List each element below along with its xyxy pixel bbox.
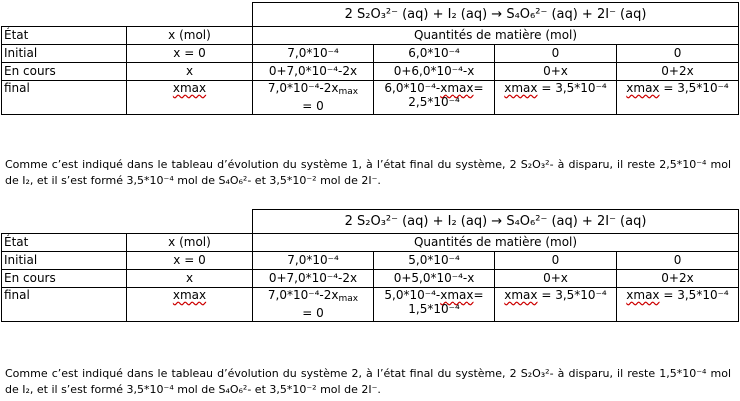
subscript-max: max [338, 87, 359, 97]
cell-s2o3 [253, 288, 374, 322]
final-expr: 7,0*10⁻⁴-2x [267, 81, 339, 95]
evolution-table-1 [1, 2, 739, 115]
blank-corner [2, 3, 253, 27]
cell-iodide: 0 [617, 45, 739, 63]
cell-iodide [617, 288, 739, 322]
cell-x: x [127, 63, 253, 81]
header-x: x (mol) [127, 27, 253, 45]
evolution-table-2 [1, 209, 739, 322]
xmax-text: xmax [440, 288, 474, 302]
cell-x: x = 0 [127, 252, 253, 270]
final-expr: 7,0*10⁻⁴-2x [267, 288, 339, 302]
blank-corner [2, 210, 253, 234]
equals-sign: = [473, 288, 484, 302]
reaction-equation: 2 S₂O₃²⁻ (aq) + I₂ (aq) → S₄O₆²⁻ (aq) + 2I⁻ (aq) [253, 210, 739, 234]
cell-s4o6: 0+x [495, 270, 617, 288]
header-state: État [2, 27, 127, 45]
cell-i2: 0+5,0*10⁻⁴-x [374, 270, 495, 288]
cell-x: x = 0 [127, 45, 253, 63]
xmax-text: xmax [504, 288, 538, 302]
final-result: = 3,5*10⁻⁴ [541, 288, 607, 302]
header-quantities: Quantités de matière (mol) [253, 27, 739, 45]
cell-x [127, 288, 253, 322]
equation-row [2, 3, 739, 27]
cell-s4o6: 0 [495, 45, 617, 63]
cell-x [127, 81, 253, 115]
row-label: Initial [2, 45, 127, 63]
xmax-text: xmax [172, 288, 207, 302]
final-result: = 3,5*10⁻⁴ [663, 288, 729, 302]
cell-s2o3: 0+7,0*10⁻⁴-2x [253, 63, 374, 81]
cell-i2: 6,0*10⁻⁴ [374, 45, 495, 63]
row-label: En cours [2, 270, 127, 288]
cell-s2o3: 7,0*10⁻⁴ [253, 252, 374, 270]
header-x: x (mol) [127, 234, 253, 252]
final-expr: 6,0*10⁻⁴- [384, 81, 441, 95]
cell-s2o3 [253, 81, 374, 115]
xmax-text: xmax [504, 81, 538, 95]
cell-i2: 5,0*10⁻⁴ [374, 252, 495, 270]
row-final [2, 288, 739, 322]
final-result: 1,5*10⁻⁴ [408, 302, 460, 316]
row-en-cours [2, 270, 739, 288]
cell-s4o6: 0+x [495, 63, 617, 81]
comment-system-2: Comme c’est indiqué dans le tableau d’évolution du système 2, à l’état final du système, 2 S₂O₃²- à disparu, il reste 1,5*10⁻⁴ mol de I₂, et il s’est formé 3,5*10⁻⁴ mol de S₄O₆²- et 3,5*10⁻² mol de 2I⁻. [5, 367, 731, 396]
row-label: Initial [2, 252, 127, 270]
header-row [2, 27, 739, 45]
row-initial [2, 45, 739, 63]
cell-iodide: 0+2x [617, 270, 739, 288]
cell-i2: 0+6,0*10⁻⁴-x [374, 63, 495, 81]
subscript-max: max [338, 294, 359, 304]
cell-s4o6 [495, 288, 617, 322]
row-label: En cours [2, 63, 127, 81]
header-quantities: Quantités de matière (mol) [253, 234, 739, 252]
final-result: = 0 [302, 306, 324, 320]
equals-sign: = [473, 81, 484, 95]
final-expr: 5,0*10⁻⁴- [384, 288, 441, 302]
final-result: 2,5*10⁻⁴ [408, 95, 460, 109]
cell-s4o6 [495, 81, 617, 115]
cell-iodide: 0 [617, 252, 739, 270]
final-result: = 3,5*10⁻⁴ [663, 81, 729, 95]
cell-s2o3: 0+7,0*10⁻⁴-2x [253, 270, 374, 288]
cell-s2o3: 7,0*10⁻⁴ [253, 45, 374, 63]
xmax-text: xmax [440, 81, 474, 95]
cell-i2 [374, 81, 495, 115]
equation-row [2, 210, 739, 234]
comment-system-1: Comme c’est indiqué dans le tableau d’évolution du système 1, à l’état final du système, 2 S₂O₃²- à disparu, il reste 2,5*10⁻⁴ mol de I₂, et il s’est formé 3,5*10⁻⁴ mol de S₄O₆²- et 3,5*10⁻² mol de 2I⁻. [5, 158, 731, 187]
cell-i2 [374, 288, 495, 322]
cell-s4o6: 0 [495, 252, 617, 270]
reaction-equation: 2 S₂O₃²⁻ (aq) + I₂ (aq) → S₄O₆²⁻ (aq) + 2I⁻ (aq) [253, 3, 739, 27]
final-result: = 3,5*10⁻⁴ [541, 81, 607, 95]
header-state: État [2, 234, 127, 252]
xmax-text: xmax [172, 81, 207, 95]
cell-iodide [617, 81, 739, 115]
final-result: = 0 [302, 99, 324, 113]
row-label: final [2, 288, 127, 322]
xmax-text: xmax [626, 81, 660, 95]
cell-iodide: 0+2x [617, 63, 739, 81]
xmax-text: xmax [626, 288, 660, 302]
cell-x: x [127, 270, 253, 288]
row-en-cours [2, 63, 739, 81]
row-final [2, 81, 739, 115]
header-row [2, 234, 739, 252]
row-label: final [2, 81, 127, 115]
row-initial [2, 252, 739, 270]
